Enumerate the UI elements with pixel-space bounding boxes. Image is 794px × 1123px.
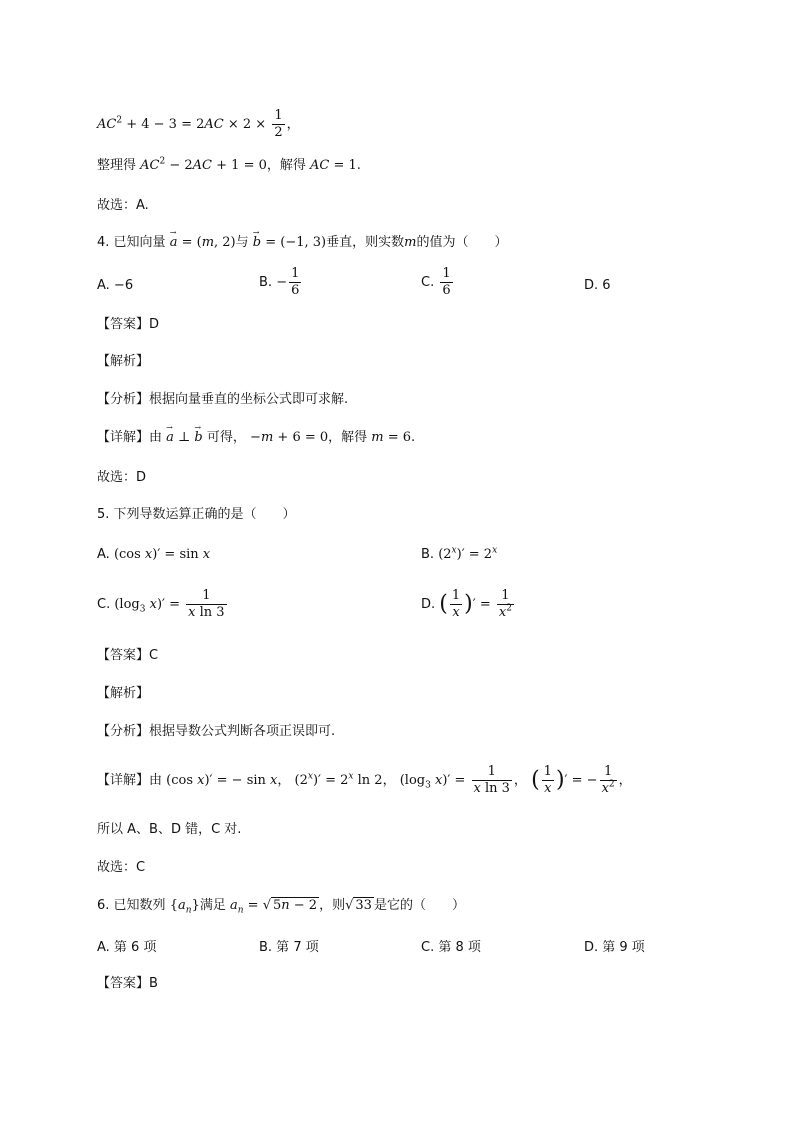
question-5-stem: 5. 下列导数运算正确的是（ ） [97,507,296,522]
q6-option-d: D. 第 9 项 [584,940,645,955]
q4-select: 故选：D [97,470,147,485]
q5-conclusion: 所以 A、B、D 错，C 对. [97,822,242,837]
q4-option-a: A. −6 [97,278,134,293]
q5-answer: 【答案】C [97,648,159,663]
q6-option-b: B. 第 7 项 [259,940,319,955]
q5-option-a: A. (cos x)′ = sin x [97,547,211,562]
q4-jiexi: 【解析】 [97,354,150,369]
q4-answer: 【答案】D [97,317,160,332]
q5-option-b: B. $(2^x)' = 2^x$ [421,545,498,562]
equation-line-1: $AC^2 + 4 - 3 = 2AC \times 2$ × $\frac{1}{2}$ ， [97,108,300,140]
q4-option-c: C. $\frac{1}{6}$ [421,266,451,298]
q5-jiexi: 【解析】 [97,686,150,701]
question-4-stem: 4. 已知向量 → a = (m, 2)与 → b = (−1, 3)垂直，则实数m的值为（ ） [97,233,507,253]
q5-xiangjie: 【详解】由 (cos x)′ = − sin x， $(2^x)' = 2^x$ ln 2， ($\log_3$ x)′ = $\frac{1}{\text{x ln 3}}$ ， ( $\frac{1}{x}$ )′ = − $\frac{1}{x^2}$ ， [97,764,632,796]
q6-option-c: C. 第 8 项 [421,940,481,955]
q5-fenxi: 【分析】根据导数公式判断各项正误即可. [97,724,336,739]
q5-option-c: C. ($\log_3$ x)′ = $\frac{1}{\text{x ln 3}}$ [97,588,225,620]
q6-option-a: A. 第 6 项 [97,940,157,955]
q4-option-b: B. − $\frac{1}{6}$ [259,266,300,298]
question-6-stem: 6. 已知数列 $\{a_n\}$满足 $a_n$ = √ 5n − 2 ，则√ 33 是它的（ ） [97,898,465,916]
q5-select: 故选：C [97,860,146,875]
select-line-prev: 故选：A. [97,198,149,213]
q6-answer: 【答案】B [97,976,158,991]
q5-option-d: D. ( $\frac{1}{x}$ )′ = $\frac{1}{x^2}$ [421,588,512,620]
equation-line-2: 整理得 $AC^2 - 2AC + 1 = 0$，解得 AC = 1. [97,156,361,173]
q4-xiangjie: 【详解】由 → a ⊥ → b 可得， −m + 6 = 0，解得 m = 6. [97,428,415,448]
q4-option-d: D. 6 [584,278,611,293]
q4-fenxi: 【分析】根据向量垂直的坐标公式即可求解. [97,392,349,407]
